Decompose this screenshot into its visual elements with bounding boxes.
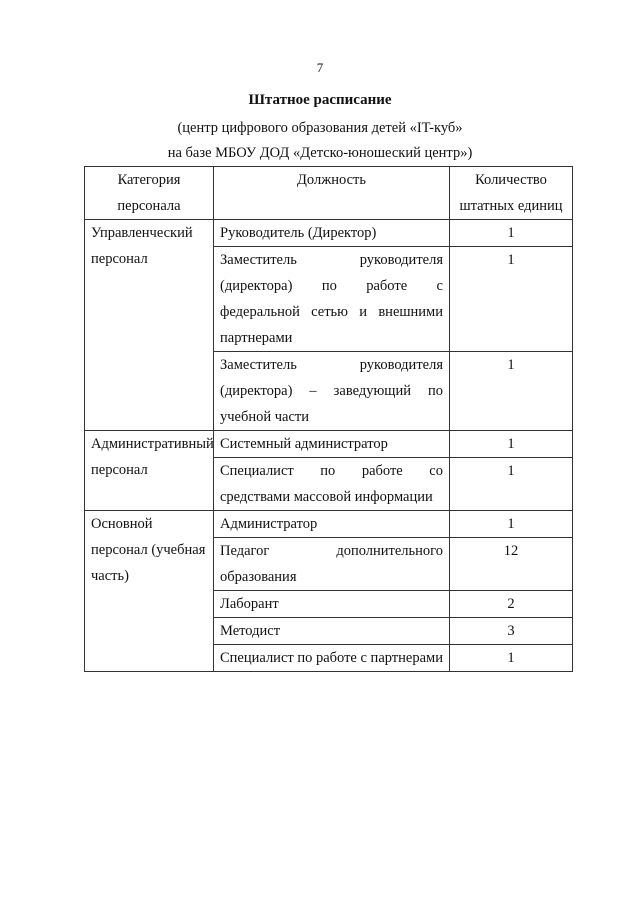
document-subtitle-line-1: (центр цифрового образования детей «IT-куб» <box>177 120 463 136</box>
document-subtitle-line-2: на базе МБОУ ДОД «Детско-юношеский центр») <box>167 145 473 161</box>
position-cell: Заместитель руководителя (директора) – заведующий по учебной части <box>214 352 450 431</box>
position-cell: Педагог дополнительного образования <box>214 538 450 591</box>
header-position: Должность <box>214 167 450 220</box>
count-cell: 1 <box>450 645 573 672</box>
position-cell: Лаборант <box>214 591 450 618</box>
table-header-row <box>85 167 573 220</box>
position-cell: Системный администратор <box>214 431 450 458</box>
count-cell: 12 <box>450 538 573 591</box>
position-cell: Руководитель (Директор) <box>214 220 450 247</box>
count-cell: 1 <box>450 458 573 511</box>
table-row <box>85 220 573 247</box>
category-cell: Административный персонал <box>85 431 214 511</box>
count-cell: 1 <box>450 247 573 352</box>
staffing-table <box>84 166 573 672</box>
category-cell: Основной персонал (учебная часть) <box>85 511 214 672</box>
count-cell: 3 <box>450 618 573 645</box>
table-row <box>85 511 573 538</box>
count-cell: 1 <box>450 431 573 458</box>
category-cell: Управленческий персонал <box>85 220 214 431</box>
count-cell: 1 <box>450 352 573 431</box>
document-title: Штатное расписание <box>248 92 392 108</box>
table-row <box>85 431 573 458</box>
position-cell: Специалист по работе со средствами массовой информации <box>214 458 450 511</box>
count-cell: 1 <box>450 220 573 247</box>
count-cell: 2 <box>450 591 573 618</box>
count-cell: 1 <box>450 511 573 538</box>
header-category: Категория персонала <box>85 167 214 220</box>
header-count: Количество штатных единиц <box>450 167 573 220</box>
page-number: 7 <box>316 60 324 75</box>
position-cell: Специалист по работе с партнерами <box>214 645 450 672</box>
position-cell: Методист <box>214 618 450 645</box>
position-cell: Заместитель руководителя (директора) по работе с федеральной сетью и внешними партнерами <box>214 247 450 352</box>
position-cell: Администратор <box>214 511 450 538</box>
